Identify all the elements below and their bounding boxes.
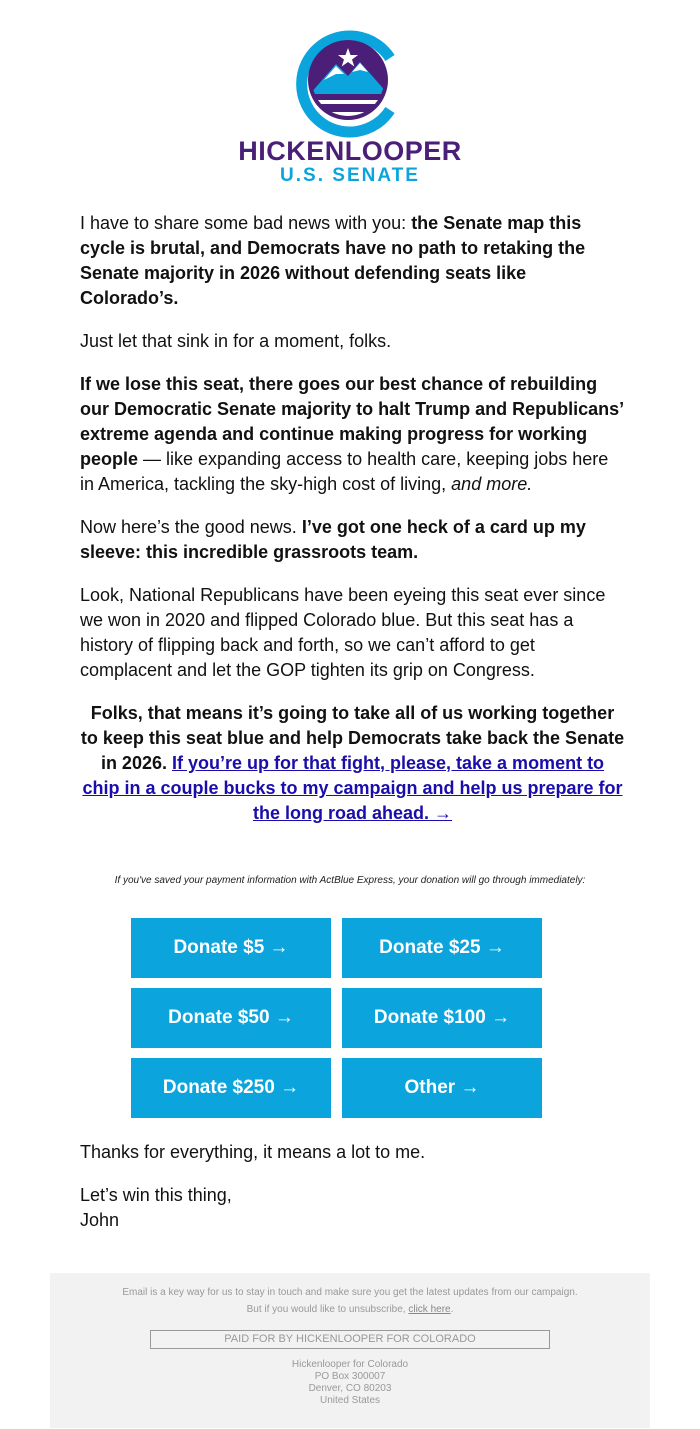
- paragraph-sink-in: Just let that sink in for a moment, folks.: [80, 331, 392, 351]
- unsubscribe-text: But if you would like to unsubscribe,: [246, 1304, 409, 1315]
- address-line: PO Box 300007: [314, 1371, 386, 1382]
- paragraph-bold-text: I’ve got one heck of a card up my sleeve: this incredible grassroots team.: [80, 517, 586, 562]
- donate-25-button[interactable]: Donate $25 →: [342, 918, 542, 978]
- paragraph-italic-text: and more.: [451, 474, 533, 494]
- footer: [50, 1273, 650, 1428]
- address-line: Hickenlooper for Colorado: [291, 1359, 409, 1370]
- signoff-text: Let’s win this thing,: [80, 1185, 232, 1205]
- signature: John: [80, 1210, 120, 1230]
- paragraph-good-news: [80, 515, 625, 565]
- paragraph-text: — like expanding access to health care, keeping jobs here in America, tackling the sky-high cost of living,: [80, 449, 609, 494]
- address-line: United States: [319, 1395, 381, 1406]
- email-body: [80, 211, 625, 844]
- paid-for-disclaimer: PAID FOR BY HICKENLOOPER FOR COLORADO: [150, 1330, 550, 1349]
- mailing-address: [50, 1359, 650, 1407]
- donate-other-button[interactable]: Other →: [342, 1058, 542, 1118]
- donate-5-button[interactable]: Donate $5 →: [131, 918, 331, 978]
- footer-unsubscribe-line: [50, 1304, 650, 1315]
- donate-50-button[interactable]: Donate $50 →: [131, 988, 331, 1048]
- mountain-seal-icon: [296, 28, 404, 138]
- paragraph-text: Now here’s the good news.: [80, 517, 302, 537]
- donate-100-button[interactable]: Donate $100 →: [342, 988, 542, 1048]
- logo-subtitle: U.S. SENATE: [280, 165, 420, 186]
- footer-email-note: Email is a key way for us to stay in touch and make sure you get the latest updates from our campaign.: [122, 1287, 578, 1298]
- unsubscribe-suffix: .: [450, 1304, 454, 1315]
- address-line: Denver, CO 80203: [308, 1383, 392, 1394]
- paragraph-lose-seat: [80, 372, 625, 497]
- actblue-express-note: If you've saved your payment information with ActBlue Express, your donation will go through immediately:: [114, 875, 586, 886]
- unsubscribe-link[interactable]: click here: [408, 1304, 451, 1315]
- signoff: [80, 1183, 625, 1233]
- paragraph-bold-text: Folks, that means it’s going to take all of us working together to keep this seat blue and help Democrats take back the Senate in 2026.: [80, 703, 625, 773]
- campaign-logo: [238, 28, 462, 188]
- paragraph-text: I have to share some bad news with you:: [80, 213, 412, 233]
- logo-name: HICKENLOOPER: [238, 136, 462, 166]
- paragraph-call-to-action: [80, 701, 625, 826]
- donate-link[interactable]: If you’re up for that fight, please, take a moment to chip in a couple bucks to my campaign and help us prepare for the long road ahead. →: [82, 753, 623, 823]
- thanks-text: Thanks for everything, it means a lot to me.: [80, 1142, 426, 1162]
- paragraph-bold-text: If we lose this seat, there goes our best chance of rebuilding our Democratic Senate majority to halt Trump and Republicans’ extreme agenda and continue making progress for working people: [80, 374, 624, 469]
- paragraph-republicans: Look, National Republicans have been eyeing this seat ever since we won in 2020 and flipped Colorado blue. But this seat has a history of flipping back and forth, so we can’t afford to get complacent and let the GOP tighten its grip on Congress.: [80, 585, 606, 680]
- donate-250-button[interactable]: Donate $250 →: [131, 1058, 331, 1118]
- closing: [80, 1140, 625, 1251]
- paragraph-bad-news: [80, 211, 625, 311]
- paragraph-bold-text: the Senate map this cycle is brutal, and Democrats have no path to retaking the Senate majority in 2026 without defending seats like Colorado’s.: [80, 213, 586, 308]
